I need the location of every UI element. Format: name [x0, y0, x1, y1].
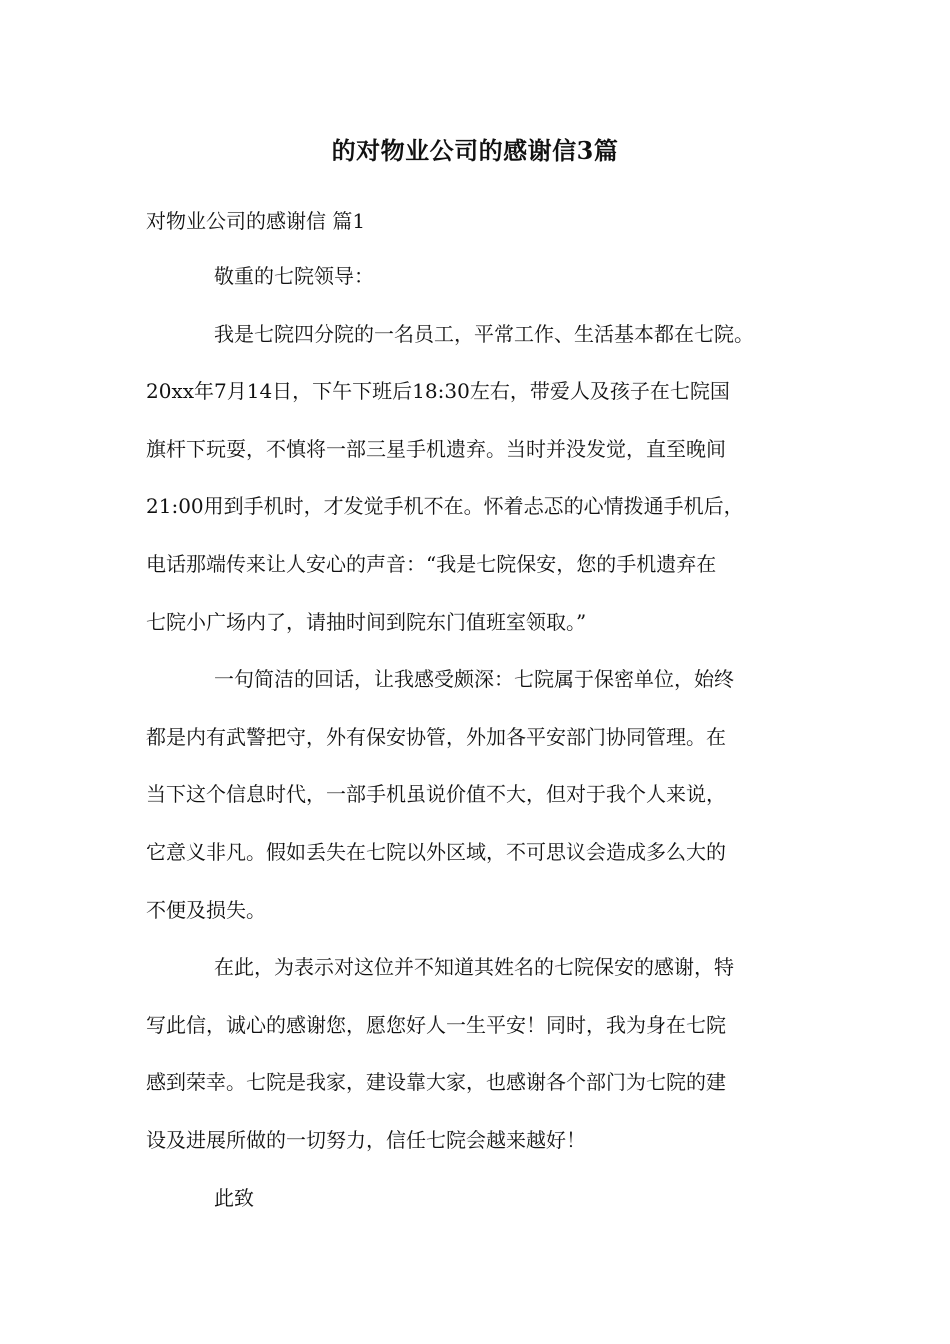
paragraph-line: 设及进展所做的一切努力，信任七院会越来越好！ — [146, 1127, 586, 1152]
paragraph-line: 我是七院四分院的一名员工，平常工作、生活基本都在七院。 — [214, 321, 754, 346]
paragraph-line: 一句简洁的回话，让我感受颇深：七院属于保密单位，始终 — [214, 667, 734, 692]
closing-line: 此致 — [214, 1185, 254, 1210]
paragraph-line: 都是内有武警把守，外有保安协管，外加各平安部门协同管理。在 — [146, 724, 726, 749]
letter-heading: 对物业公司的感谢信 篇1 — [146, 209, 366, 233]
paragraph-line: 在此，为表示对这位并不知道其姓名的七院保安的感谢，特 — [214, 955, 734, 980]
letter-body — [146, 258, 814, 1237]
salutation: 敬重的七院领导： — [214, 264, 374, 288]
document-title: 的对物业公司的感谢信3篇 — [331, 136, 619, 165]
paragraph-line: 旗杆下玩耍，不慎将一部三星手机遗弃。当时并没发觉，直至晚间 — [146, 436, 726, 461]
paragraph-line: 电话那端传来让人安心的声音：“我是七院保安，您的手机遗弃在 — [146, 551, 717, 576]
paragraph-line: 21:00用到手机时，才发觉手机不在。怀着忐忑的心情拨通手机后， — [146, 494, 744, 519]
paragraph-line: 20xx年7月14日，下午下班后18:30左右，带爱人及孩子在七院国 — [146, 379, 730, 404]
paragraph-line: 当下这个信息时代，一部手机虽说价值不大，但对于我个人来说， — [146, 782, 726, 807]
paragraph-line: 它意义非凡。假如丢失在七院以外区域，不可思议会造成多么大的 — [146, 839, 726, 864]
paragraph-line: 不便及损失。 — [146, 897, 266, 922]
paragraph-line: 七院小广场内了，请抽时间到院东门值班室领取。” — [146, 609, 587, 634]
paragraph-line: 感到荣幸。七院是我家，建设靠大家，也感谢各个部门为七院的建 — [146, 1070, 726, 1095]
paragraph-line: 写此信，诚心的感谢您，愿您好人一生平安！同时，我为身在七院 — [146, 1012, 726, 1037]
